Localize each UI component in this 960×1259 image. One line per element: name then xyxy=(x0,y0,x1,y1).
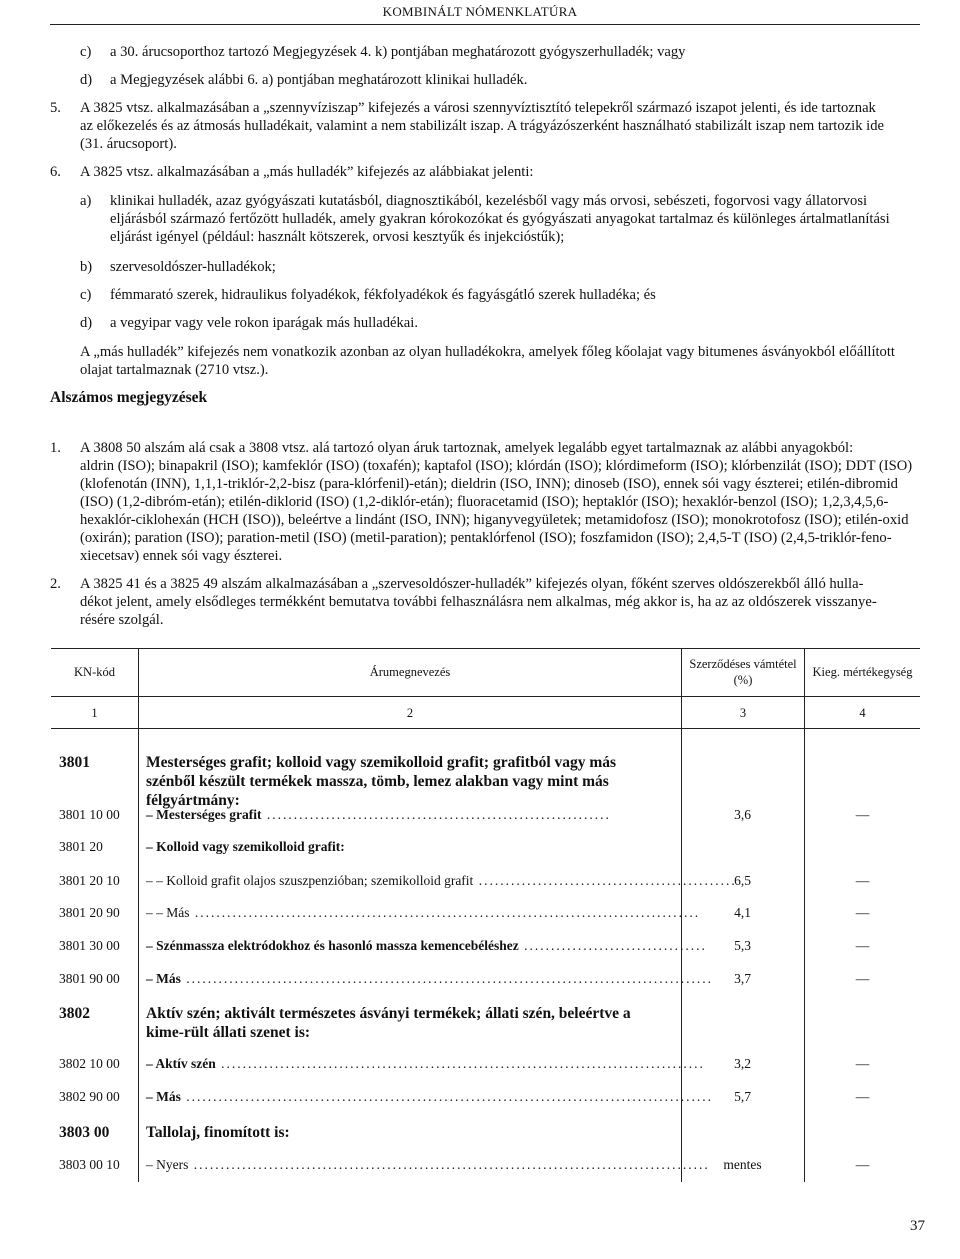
row-unit: — xyxy=(855,905,870,920)
row-description: Tallolaj, finomított is: xyxy=(146,1124,290,1141)
row-code: 3802 xyxy=(59,1005,90,1022)
row-description: – Kolloid vagy szemikolloid grafit: xyxy=(146,839,345,854)
leader-dots: .................................................................................................. xyxy=(180,1089,713,1104)
header-unit: Kieg. mértékegység xyxy=(812,665,913,679)
subnote-1-line: (oxirán); paration (ISO); paration-metil (ISO) (metil-paration); pentaklórfenol (ISO); foszfamidon (ISO); 2,4,5-T (ISO) (2,4,5-triklór-feno- xyxy=(80,530,892,546)
row-code: 3801 30 00 xyxy=(59,938,120,953)
list-item-c: a 30. árucsoporthoz tartozó Megjegyzések 4. k) pontjában meghatározott gyógyszerhulladék; vagy xyxy=(110,44,686,60)
note-5-line: A 3825 vtsz. alkalmazásában a „szennyvíziszap” kifejezés a városi szennyvíztisztító telepekről származó iszapot jelenti, és ide tartoznak xyxy=(80,100,876,116)
note-6-a-line: klinikai hulladék, azaz gyógyászati kutatásból, diagnosztikából, kezelésből vagy más orvosi, sebészeti, fogorvosi vagy állatorvosi xyxy=(110,193,868,209)
list-label-d: d) xyxy=(80,72,93,88)
row-duty: 3,7 xyxy=(734,971,751,986)
row-description xyxy=(146,904,701,922)
header-kn-code: KN-kód xyxy=(74,665,115,679)
row-unit: — xyxy=(855,1157,870,1172)
subnote-1-line: hexaklór-ciklohexán (HCH (ISO)), beleértve a lindánt (ISO, INN); higanyvegyületek; metamidofosz (ISO); monokrotofosz (ISO); etilén-oxid xyxy=(80,512,909,528)
row-code: 3801 20 90 xyxy=(59,905,120,920)
table-col-divider xyxy=(138,648,139,1182)
row-code: 3801 20 10 xyxy=(59,873,120,888)
row-description: Mesterséges grafit; kolloid vagy szemikolloid grafit; grafitból vagy más szénből készült termékek massza, tömb, lemez alakban vagy mint más félgyártmány: xyxy=(146,754,617,809)
note-6-c-line: fémmaratό szerek, hidraulikus folyadékok, fékfolyadékok és fagyásgátló szerek hulladéka; és xyxy=(110,287,656,303)
note-6-d-line: a vegyipar vagy vele rokon iparágak más hulladékai. xyxy=(110,315,418,331)
leader-dots: .................................. xyxy=(518,938,707,953)
subnote-2-line: dékot jelent, amely elsődleges termékként bemutatva további felhasználásra nem alkalmas, még akkor is, ha az az oldószerek visszanye- xyxy=(80,594,877,610)
subnote-1-line: (ISO) (1,2-dibróm-etán); etilén-diklorid (ISO) (1,2-diklór-etán); fluoracetamid (ISO); heptaklór (ISO); hexaklór-benzol (ISO); 1,2,3,4,5,6- xyxy=(80,494,889,510)
row-description xyxy=(146,806,674,824)
row-unit: — xyxy=(855,873,870,888)
row-duty: 4,1 xyxy=(734,905,751,920)
subnote-2-line: résére szolgál. xyxy=(80,612,164,628)
subnote-1-line: xiecetsav) ennek sói vagy észterei. xyxy=(80,548,283,564)
row-description-text: – Szénmassza elektródokhoz és hasonló massza kemencebéléshez xyxy=(146,938,519,953)
row-unit: — xyxy=(855,807,870,822)
leader-dots: .................................................................................................. xyxy=(180,971,713,986)
note-6-closing: A „más hulladék” kifejezés nem vonatkozik azonban az olyan hulladékokra, amelyek főleg kőolajat vagy bitumenes ásványokból előállított xyxy=(80,344,895,360)
colnum-2: 2 xyxy=(406,706,414,720)
row-code: 3803 00 10 xyxy=(59,1157,120,1172)
note-6-closing: olajat tartalmaznak (2710 vtsz.). xyxy=(80,362,269,378)
list-label-c: c) xyxy=(80,44,92,60)
subnote-1-line: (klofenotán (INN), 1,1,1-triklór-2,2-bisz (para-klórfenil)-etán); dieldrin (ISO, INN); dinoseb (ISO), ennek sói vagy észterei; etilén-dibromid xyxy=(80,476,898,492)
note-6-a-line: eljárást igényel (például: használt kötszerek, orvosi kesztyűk és injekcióstűk); xyxy=(110,229,565,245)
subheading: Alszámos megjegyzések xyxy=(50,389,208,406)
colnum-3: 3 xyxy=(739,706,747,720)
row-code: 3802 90 00 xyxy=(59,1089,120,1104)
row-duty: 6,5 xyxy=(734,873,751,888)
row-unit: — xyxy=(855,938,870,953)
header-duty: Szerződéses vámtétel (%) xyxy=(689,657,797,687)
row-unit: — xyxy=(855,1056,870,1071)
row-description xyxy=(146,872,737,890)
note-6-a-label: a) xyxy=(80,193,92,209)
row-description xyxy=(146,937,707,955)
tariff-table xyxy=(51,648,920,1182)
row-description-text: – Nyers xyxy=(146,1157,189,1172)
row-duty: 5,3 xyxy=(734,938,751,953)
note-5-line: az előkezelés és az átmosás hulladékait, valamint a nem stabilizált iszap. A trágyázószerként használható stabilizált iszap nem tartozik ide xyxy=(80,118,884,134)
leader-dots: ................................................ xyxy=(473,873,737,888)
subnote-2-label: 2. xyxy=(50,576,61,592)
table-header-rule xyxy=(51,696,920,697)
row-description-text: – Más xyxy=(146,1089,181,1104)
row-description-text: – – Kolloid grafit olajos szuszpenzióban; szemikolloid grafit xyxy=(146,873,474,888)
row-description xyxy=(146,1088,713,1106)
row-description-text: – Más xyxy=(146,971,181,986)
row-description xyxy=(146,1156,710,1174)
subnote-1-line: A 3808 50 alszám alá csak a 3808 vtsz. alá tartozó olyan áruk tartoznak, amelyek legalább egyet tartalmaznak az alábbi anyagokból: xyxy=(80,440,854,456)
header-description: Árumegnevezés xyxy=(369,665,451,679)
row-duty: 5,7 xyxy=(734,1089,751,1104)
row-code: 3801 20 xyxy=(59,839,103,854)
list-item-d: a Megjegyzések alábbi 6. a) pontjában meghatározott klinikai hulladék. xyxy=(110,72,528,88)
note-6-intro: A 3825 vtsz. alkalmazásában a „más hulladék” kifejezés az alábbiakat jelenti: xyxy=(80,164,534,180)
subnote-1-label: 1. xyxy=(50,440,61,456)
leader-dots: .......................................................................................... xyxy=(215,1056,705,1071)
row-description-text: – Mesterséges grafit xyxy=(146,807,262,822)
row-code: 3801 10 00 xyxy=(59,807,120,822)
note-5-line: (31. árucsoport). xyxy=(80,136,177,152)
row-unit: — xyxy=(855,1089,870,1104)
note-6-d-label: d) xyxy=(80,315,93,331)
note-6-b-line: szervesoldószer-hulladékok; xyxy=(110,259,276,275)
colnum-1: 1 xyxy=(91,706,98,720)
note-6-a-line: eljárásból származó fertőzött hulladék, amely gyakran kórokozókat és gyógyászati anyagokat tartalmaz és különleges ártalmatlanítási xyxy=(110,211,890,227)
row-description-text: – Aktív szén xyxy=(146,1056,216,1071)
leader-dots: ................................................................ xyxy=(261,807,611,822)
note-6-c-label: c) xyxy=(80,287,92,303)
subnote-1-line: aldrin (ISO); binapakril (ISO); kamfeklór (ISO) (toxafén); kaptafol (ISO); klórdán (ISO); klórdimeform (ISO); klórbenzilát (ISO); DDT (ISO) xyxy=(80,458,913,474)
row-description xyxy=(146,970,713,988)
page-header: KOMBINÁLT NÓMENKLATÚRA xyxy=(382,4,578,19)
row-duty: 3,6 xyxy=(734,807,751,822)
table-colnum-rule xyxy=(51,728,920,729)
row-unit: — xyxy=(855,971,870,986)
row-duty: mentes xyxy=(723,1157,762,1172)
subnote-2-line: A 3825 41 és a 3825 49 alszám alkalmazásában a „szervesoldószer-hulladék” kifejezés olyan, főként szerves oldószerekből álló hulla- xyxy=(80,576,864,592)
row-description: Aktív szén; aktivált természetes ásványi termékek; állati szén, beleértve a kime-rült állati szenet is: xyxy=(146,1005,631,1041)
note-5-label: 5. xyxy=(50,100,61,116)
note-6-b-label: b) xyxy=(80,259,93,275)
row-code: 3803 00 xyxy=(59,1124,110,1141)
header-rule xyxy=(50,24,920,25)
note-6-label: 6. xyxy=(50,164,61,180)
table-top-rule xyxy=(51,648,920,649)
row-code: 3801 90 00 xyxy=(59,971,120,986)
row-code: 3801 xyxy=(59,754,90,771)
colnum-4: 4 xyxy=(859,706,866,720)
row-description-text: – – Más xyxy=(146,905,190,920)
page-number: 37 xyxy=(910,1218,925,1234)
row-duty: 3,2 xyxy=(734,1056,751,1071)
leader-dots: ................................................................................................ xyxy=(188,1157,710,1172)
row-description xyxy=(146,1055,705,1073)
leader-dots: .............................................................................................. xyxy=(189,905,701,920)
row-code: 3802 10 00 xyxy=(59,1056,120,1071)
